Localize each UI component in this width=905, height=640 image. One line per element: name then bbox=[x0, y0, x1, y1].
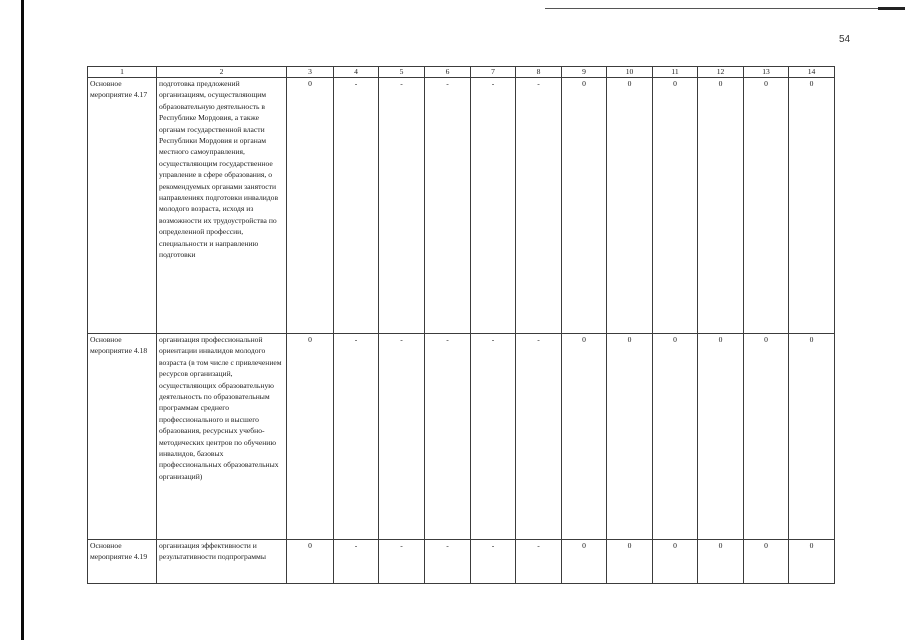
column-header: 8 bbox=[516, 67, 562, 78]
value-cell: 0 bbox=[607, 334, 653, 540]
column-header: 4 bbox=[334, 67, 379, 78]
value-cell: - bbox=[334, 540, 379, 584]
column-header: 5 bbox=[379, 67, 425, 78]
value-cell: - bbox=[379, 540, 425, 584]
event-cell: Основное мероприятие 4.17 bbox=[88, 78, 157, 334]
event-cell: Основное мероприятие 4.18 bbox=[88, 334, 157, 540]
column-header: 11 bbox=[653, 67, 698, 78]
header-row bbox=[88, 67, 835, 78]
value-cell: 0 bbox=[744, 334, 789, 540]
value-cell: - bbox=[471, 78, 516, 334]
event-cell: Основное мероприятие 4.19 bbox=[88, 540, 157, 584]
value-cell: - bbox=[516, 334, 562, 540]
value-cell: - bbox=[516, 78, 562, 334]
value-cell: 0 bbox=[744, 540, 789, 584]
column-header: 7 bbox=[471, 67, 516, 78]
value-cell: - bbox=[334, 78, 379, 334]
left-margin-rule bbox=[21, 0, 24, 640]
description-cell: организация профессиональной ориентации инвалидов молодого возраста (в том числе с привлечением ресурсов организаций, осуществляющих образовательную деятельность по образовательным программам среднего профессионального и высшего образования, ресурсных учебно-методических центров по обучению инвалидов, базовых профессиональных образовательных организаций) bbox=[157, 334, 287, 540]
value-cell: 0 bbox=[287, 334, 334, 540]
value-cell: - bbox=[334, 334, 379, 540]
value-cell: 0 bbox=[562, 334, 607, 540]
value-cell: 0 bbox=[698, 540, 744, 584]
column-header: 12 bbox=[698, 67, 744, 78]
top-rule bbox=[545, 8, 878, 9]
column-header: 9 bbox=[562, 67, 607, 78]
column-header: 14 bbox=[789, 67, 835, 78]
table-row bbox=[88, 540, 835, 584]
value-cell: - bbox=[471, 334, 516, 540]
value-cell: - bbox=[516, 540, 562, 584]
value-cell: - bbox=[379, 78, 425, 334]
value-cell: 0 bbox=[562, 78, 607, 334]
value-cell: 0 bbox=[789, 78, 835, 334]
column-header: 2 bbox=[157, 67, 287, 78]
column-header: 10 bbox=[607, 67, 653, 78]
value-cell: 0 bbox=[607, 78, 653, 334]
value-cell: - bbox=[425, 540, 471, 584]
description-cell: подготовка предложений организациям, осуществляющим образовательную деятельность в Республике Мордовия, а также органам государственной власти Республики Мордовия и органам местного самоуправления, осуществляющим государственное управление в сфере образования, о рекомендуемых органами занятости направлениях подготовки инвалидов молодого возраста, исходя из возможности их трудоустройства по определенной профессии, специальности и направлению подготовки bbox=[157, 78, 287, 334]
column-header: 6 bbox=[425, 67, 471, 78]
value-cell: 0 bbox=[653, 78, 698, 334]
value-cell: - bbox=[379, 334, 425, 540]
table-row bbox=[88, 78, 835, 334]
value-cell: 0 bbox=[653, 540, 698, 584]
description-cell: организация эффективности и результативности подпрограммы bbox=[157, 540, 287, 584]
value-cell: 0 bbox=[653, 334, 698, 540]
value-cell: - bbox=[425, 334, 471, 540]
value-cell: 0 bbox=[744, 78, 789, 334]
value-cell: 0 bbox=[287, 78, 334, 334]
page-number: 54 bbox=[839, 34, 851, 45]
column-header: 3 bbox=[287, 67, 334, 78]
value-cell: 0 bbox=[789, 540, 835, 584]
value-cell: 0 bbox=[789, 334, 835, 540]
value-cell: 0 bbox=[607, 540, 653, 584]
column-header: 13 bbox=[744, 67, 789, 78]
value-cell: 0 bbox=[562, 540, 607, 584]
data-table bbox=[87, 66, 835, 584]
value-cell: - bbox=[471, 540, 516, 584]
value-cell: 0 bbox=[698, 78, 744, 334]
top-rule-end bbox=[878, 7, 905, 10]
column-header: 1 bbox=[88, 67, 157, 78]
value-cell: 0 bbox=[698, 334, 744, 540]
table-row bbox=[88, 334, 835, 540]
value-cell: - bbox=[425, 78, 471, 334]
value-cell: 0 bbox=[287, 540, 334, 584]
